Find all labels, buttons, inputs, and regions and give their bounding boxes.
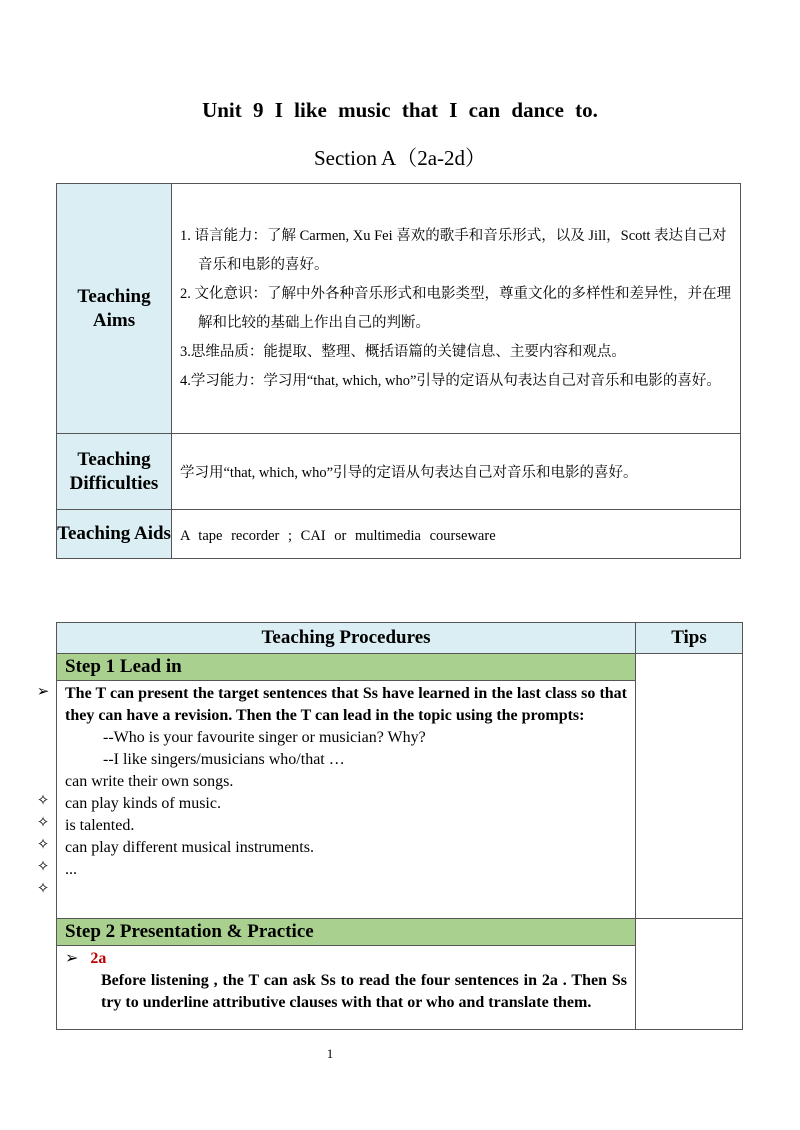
step1-option: can write their own songs.	[65, 773, 234, 790]
diamond-bullet-icon: ✧	[36, 815, 50, 831]
step1-title: Step 1 Lead in	[57, 654, 636, 681]
diamond-bullet-icon: ✧	[36, 881, 50, 897]
page-title: Unit 9 I like music that I can dance to.	[202, 98, 598, 122]
step2-sub-label: 2a	[90, 950, 107, 967]
step2-content	[57, 946, 636, 1030]
step1-prompt1: --Who is your favourite singer or musician? Why?	[103, 729, 426, 746]
step1-content	[57, 681, 636, 919]
page-subtitle: Section A（2a-2d）	[313, 146, 487, 170]
diamond-bullet-icon: ✧	[36, 859, 50, 875]
step2-text: Before listening , the T can ask Ss to read the four sentences in 2a . Then Ss try to underline attributive clauses with that or who and translate them.	[101, 972, 627, 1011]
aims-item: 3.思维品质：能提取、整理、概括语篇的关键信息、主要内容和观点。	[180, 343, 626, 360]
procedures-table	[56, 622, 743, 1030]
aims-item: 4.学习能力：学习用“that, which, who”引导的定语从句表达自己对音乐和电影的喜好。	[180, 372, 721, 389]
procedures-header: Teaching Procedures	[57, 623, 636, 654]
page-number: 1	[326, 1046, 334, 1061]
difficulties-content: 学习用“that, which, who”引导的定语从句表达自己对音乐和电影的喜好。	[172, 434, 741, 510]
difficulties-label: Teaching Difficulties	[57, 434, 172, 510]
aims-label: Teaching Aims	[57, 184, 172, 434]
step1-option: ...	[65, 861, 77, 878]
step1-intro: The T can present the target sentences that Ss have learned in the last class so that they can have a revision. Then the T can lead in the topic using the prompts:	[65, 685, 627, 724]
diamond-bullet-icon: ✧	[36, 793, 50, 809]
aims-content	[172, 184, 741, 434]
teaching-info-table	[56, 183, 741, 559]
tips-header: Tips	[636, 623, 743, 654]
step1-option: is talented.	[65, 817, 135, 834]
step1-option: can play different musical instruments.	[65, 839, 314, 856]
aids-content: A tape recorder ; CAI or multimedia courseware	[172, 510, 741, 559]
aims-item: 1. 语言能力：了解 Carmen, Xu Fei 喜欢的歌手和音乐形式，以及 Jill，Scott 表达自己对音乐和电影的喜好。	[180, 227, 727, 273]
diamond-bullet-icon: ✧	[36, 837, 50, 853]
aids-label: Teaching Aids	[57, 510, 172, 559]
arrow-bullet-icon: ➢	[36, 684, 50, 700]
step2-tips-cell	[636, 919, 743, 1030]
step1-tips-cell	[636, 654, 743, 919]
step2-title: Step 2 Presentation & Practice	[57, 919, 636, 946]
aims-item: 2. 文化意识：了解中外各种音乐形式和电影类型，尊重文化的多样性和差异性，并在理解和比较的基础上作出自己的判断。	[180, 285, 731, 331]
step1-prompt2: --I like singers/musicians who/that …	[103, 751, 345, 768]
arrow-bullet-icon: ➢	[65, 950, 79, 967]
step1-option: can play kinds of music.	[65, 795, 221, 812]
